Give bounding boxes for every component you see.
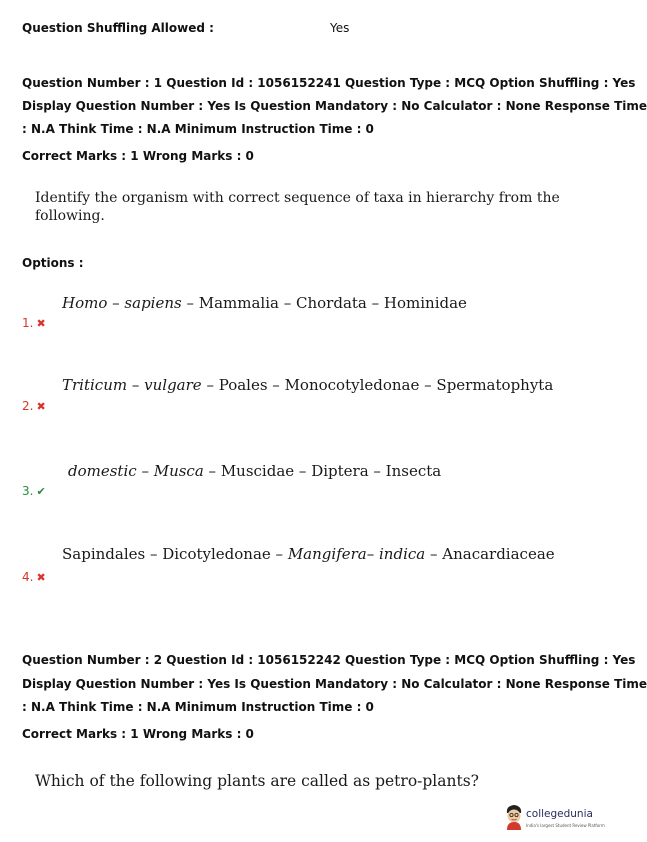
q1-option-1-text: Homo – sapiens – Mammalia – Chordata – Hominidae	[62, 294, 467, 312]
q1-option-4-number: 4. ✖	[22, 570, 46, 584]
q1-option-2-text: Triticum – vulgare – Poales – Monocotyledonae – Spermatophyta	[62, 376, 554, 394]
q1-options-label: Options :	[22, 256, 84, 270]
check-icon: ✔	[36, 485, 46, 498]
collegedunia-logo	[504, 802, 605, 838]
shuffle-label: Question Shuffling Allowed :	[22, 21, 214, 35]
logo-name: collegedunia	[526, 808, 593, 820]
q1-meta-line2: Display Question Number : Yes Is Question Mandatory : No Calculator : None Response Time	[22, 99, 647, 113]
logo-tagline: India's largest Student Review Platform	[526, 823, 605, 828]
q1-option-3-text: domestic – Musca – Muscidae – Diptera – Insecta	[68, 462, 442, 480]
cross-icon: ✖	[36, 400, 46, 413]
shuffle-value: Yes	[330, 21, 350, 35]
q1-text-line1: Identify the organism with correct sequence of taxa in hierarchy from the	[35, 190, 560, 206]
q2-meta-line2: Display Question Number : Yes Is Question Mandatory : No Calculator : None Response Time	[22, 677, 647, 691]
q1-marks: Correct Marks : 1 Wrong Marks : 0	[22, 149, 254, 163]
q1-meta-line3: : N.A Think Time : N.A Minimum Instruction Time : 0	[22, 122, 374, 136]
cross-icon: ✖	[36, 317, 46, 330]
q1-option-1-number: 1. ✖	[22, 316, 46, 330]
q1-option-2-number: 2. ✖	[22, 399, 46, 413]
cross-icon: ✖	[36, 571, 46, 584]
q2-meta-line1: Question Number : 2 Question Id : 1056152242 Question Type : MCQ Option Shuffling : Yes	[22, 653, 636, 667]
q2-text-line1: Which of the following plants are called as petro-plants?	[35, 772, 479, 790]
q1-text-line2: following.	[35, 208, 105, 224]
mascot-icon	[504, 804, 524, 830]
q1-option-3-number: 3. ✔	[22, 484, 46, 498]
q2-marks: Correct Marks : 1 Wrong Marks : 0	[22, 727, 254, 741]
q2-meta-line3: : N.A Think Time : N.A Minimum Instruction Time : 0	[22, 700, 374, 714]
q1-option-4-text: Sapindales – Dicotyledonae – Mangifera– indica – Anacardiaceae	[62, 545, 555, 563]
q1-meta-line1: Question Number : 1 Question Id : 1056152241 Question Type : MCQ Option Shuffling : Yes	[22, 76, 636, 90]
